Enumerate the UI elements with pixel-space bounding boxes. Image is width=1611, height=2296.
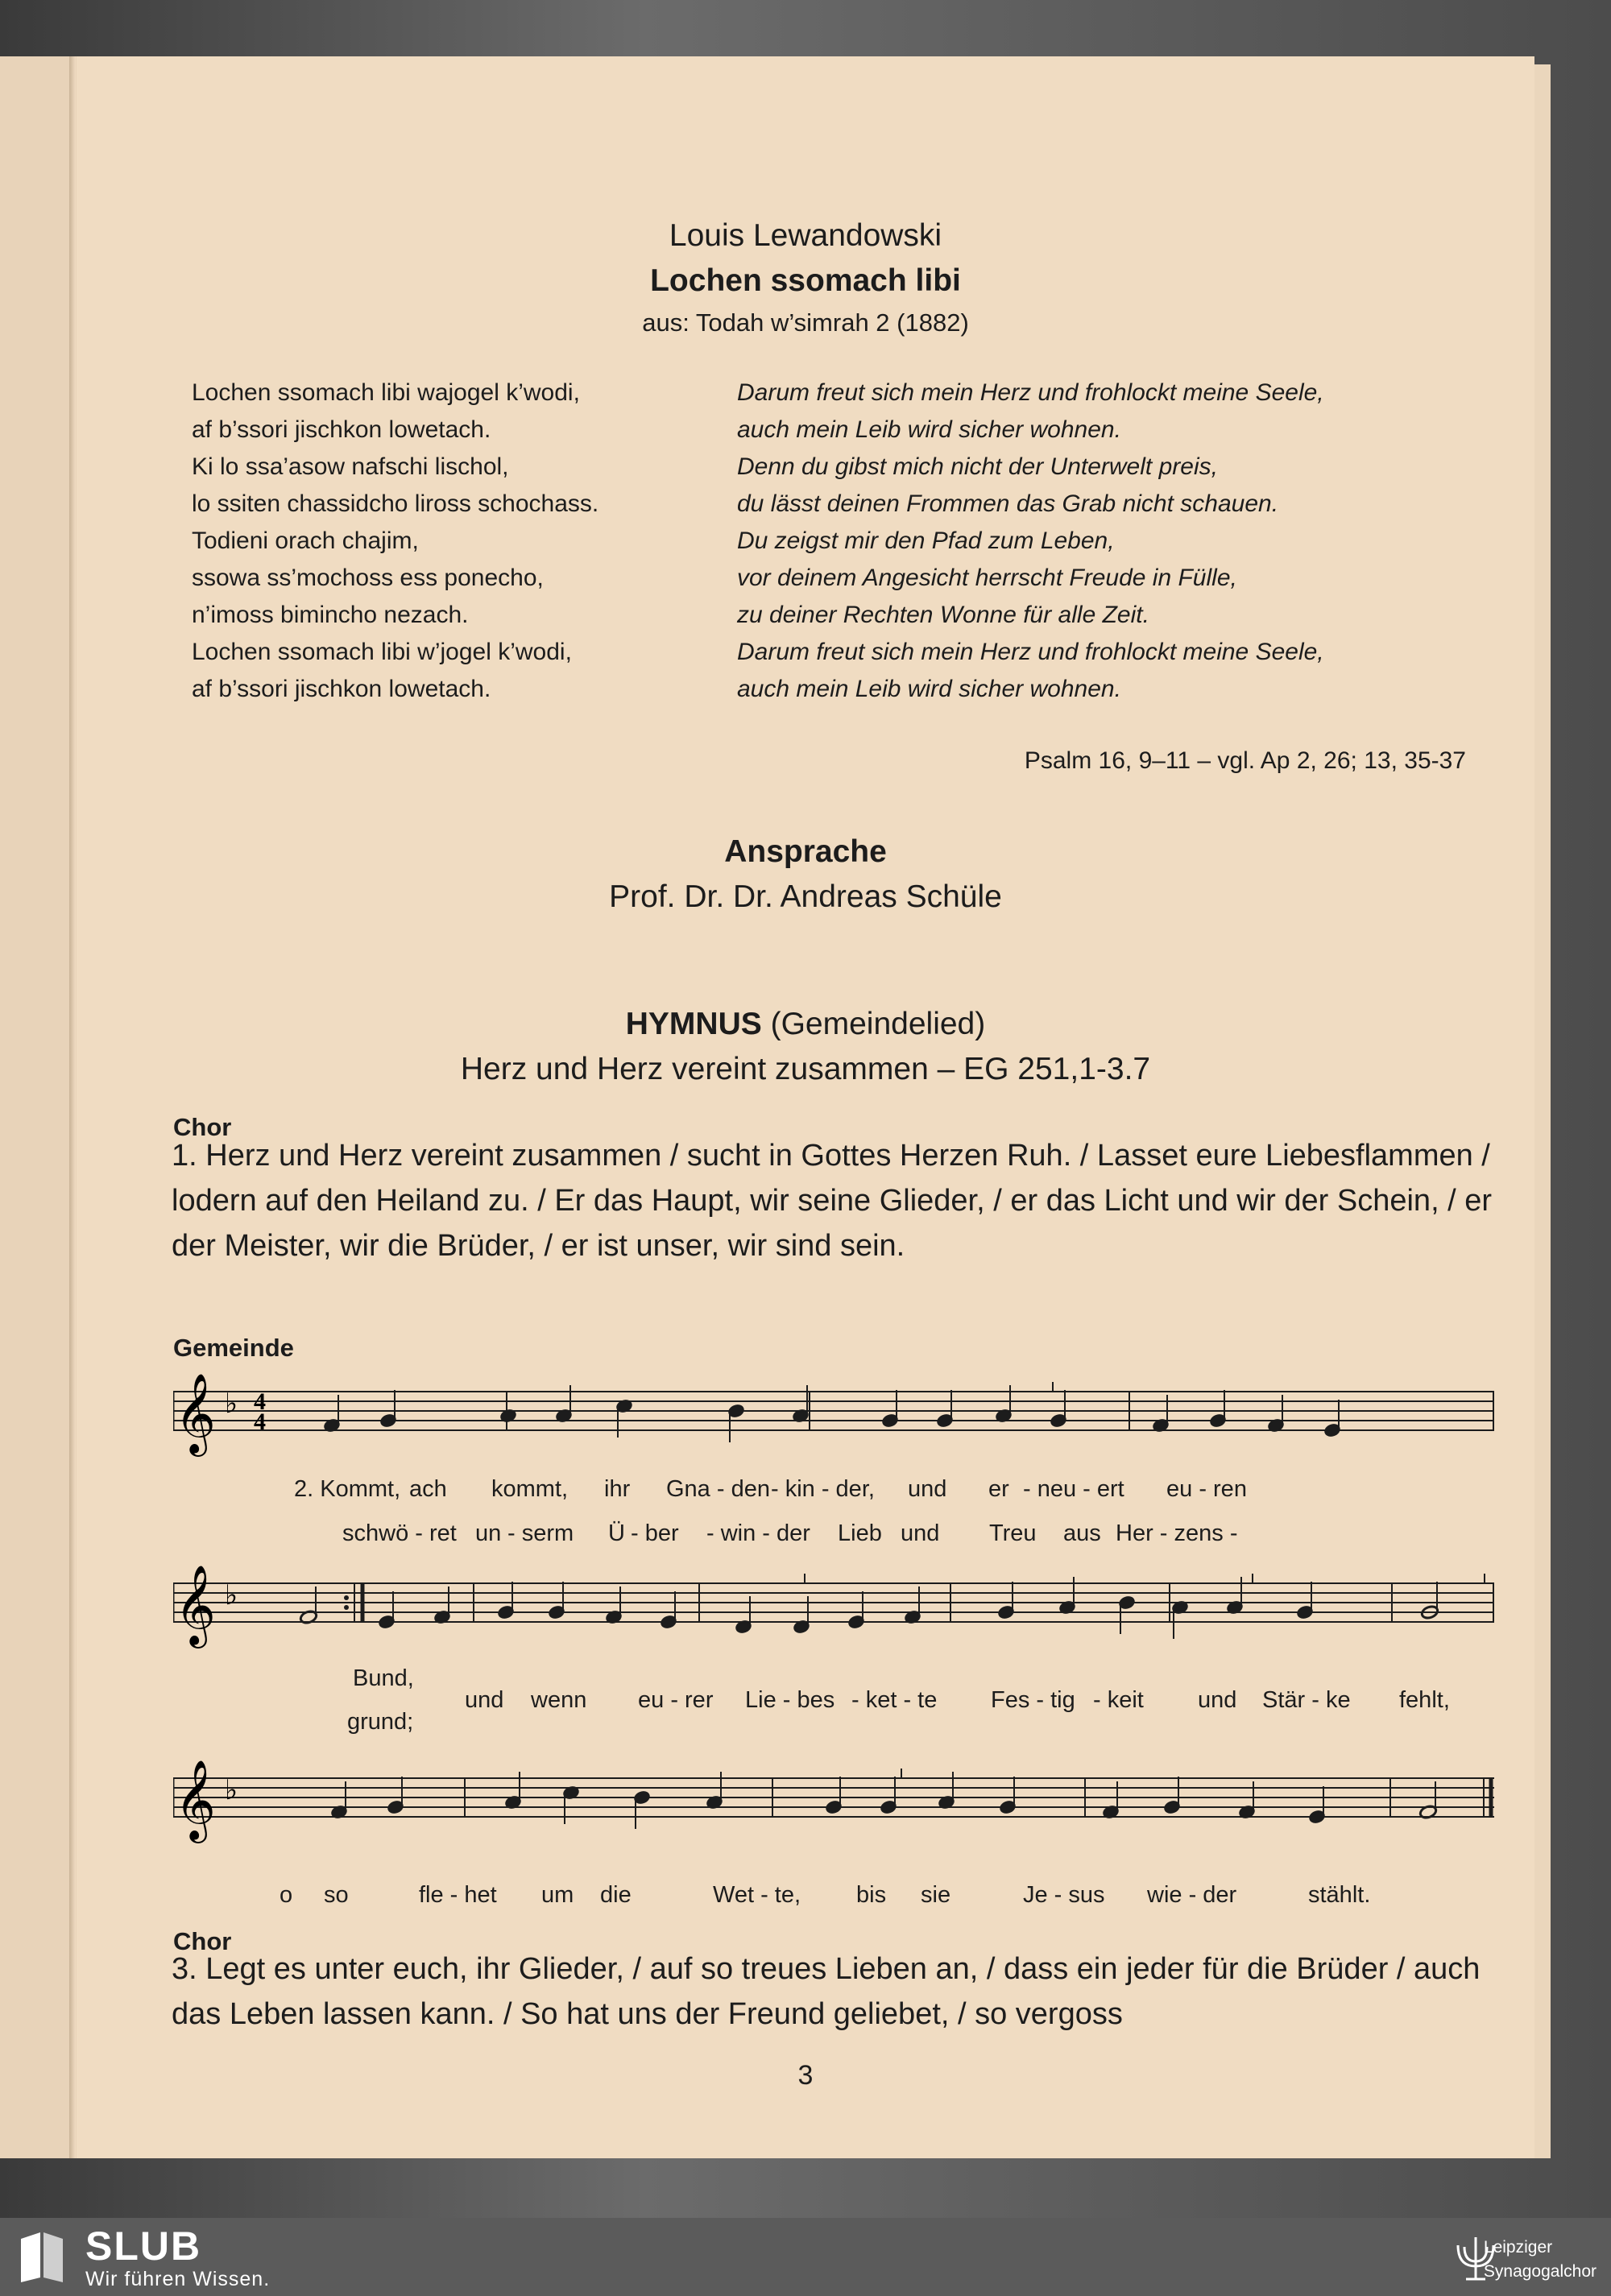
- hymn-subtitle: Herz und Herz vereint zusammen – EG 251,1-3.7: [460, 1052, 1151, 1086]
- ansprache-heading: Ansprache: [724, 834, 887, 869]
- german-line: du lässt deinen Frommen das Grab nicht schauen.: [737, 490, 1279, 517]
- treble-clef-icon: [175, 1565, 216, 1649]
- german-line: Du zeigst mir den Pfad zum Leben,: [737, 527, 1115, 554]
- treble-clef-icon: [175, 1760, 216, 1843]
- treble-clef-icon: [175, 1373, 216, 1457]
- page-fold: [69, 56, 76, 2158]
- german-line: zu deiner Rechten Wonne für alle Zeit.: [737, 602, 1149, 628]
- hebrew-transliteration: [192, 374, 598, 708]
- staff2-verse-alt-end: grund;: [347, 1709, 414, 1735]
- hymn-label: HYMNUS: [625, 1007, 762, 1041]
- page-number: 3: [797, 2060, 814, 2091]
- svg-text:4: 4: [254, 1388, 266, 1415]
- music-staff-1: [173, 1371, 1494, 1475]
- hymn-label-note: (Gemeindelied): [770, 1007, 986, 1041]
- hebrew-line: af b’ssori jischkon lowetach.: [192, 416, 491, 443]
- music-staff-3: [173, 1757, 1494, 1862]
- slub-book-icon: [16, 2228, 68, 2284]
- piece-source: aus: Todah w’simrah 2 (1882): [642, 308, 969, 337]
- flat-icon: [225, 1774, 238, 1806]
- german-line: Darum freut sich mein Herz und frohlockt meine Seele,: [737, 639, 1324, 665]
- flat-icon: [225, 1579, 238, 1611]
- hebrew-line: Ki lo ssa’asow nafschi lischol,: [192, 453, 509, 480]
- svg-text:4: 4: [254, 1409, 266, 1435]
- german-line: Denn du gibst mich nicht der Unterwelt preis,: [737, 453, 1218, 480]
- library-tagline: Wir führen Wissen.: [85, 2268, 271, 2290]
- hymn-heading: [77, 1007, 1534, 1042]
- german-line: auch mein Leib wird sicher wohnen.: [737, 676, 1121, 702]
- german-translation: [737, 374, 1324, 708]
- german-line: Darum freut sich mein Herz und frohlockt meine Seele,: [737, 379, 1324, 406]
- german-line: auch mein Leib wird sicher wohnen.: [737, 416, 1121, 443]
- piece-title: Lochen ssomach libi: [650, 263, 961, 298]
- document-page: Louis Lewandowski Lochen ssomach libi aus: Todah w’simrah 2 (1882) Lochen ssomach libi wajogel k’wodi, af b’ssori jischkon lowetach. Ki lo ssa’asow nafschi lischol, lo ssiten chassidcho liross schochass. Todieni orach chajim, ssowa ss’mochoss ess ponecho, n’imoss bimincho nezach. Lochen ssomach libi w’jogel k’wodi, af b’ssori jischkon lowetach. Darum freut sich mein Herz und frohlockt meine Seele, auch mein Leib wird sicher wohnen. Denn du gibst mich nicht der Unterwelt preis, du lässt deinen Frommen das Grab nicht schauen. Du zeigst mir den Pfad zum Leben, vor deinem Angesicht herrscht Freude in Fülle, zu deiner Rechten Wonne für alle Zeit. Darum freut sich mein Herz und frohlockt meine Seele, auch mein Leib wird sicher wohnen. Psalm 16, 9–11 – vgl. Ap 2, 26; 13, 35-37 Ansprache Prof. Dr. Dr. Andreas Schüle HYMNUS (Gemeindelied) Herz und Herz vereint zusammen – EG 251,1-3.7 Chor 1. Herz und Herz vereint zusammen / sucht in Gottes Herzen Ruh. / Lasset eure Liebesflammen / lodern auf den Heiland zu. / Er das Haupt, wir seine Glieder, / er das Licht und wir der Schein, / er der Meister, wir die Brüder, / er ist unser, wir sind sein. Gemeinde 𝄞 ♭ 4 4 2. Kommt, ach kommt, ihr Gna - den - kin - der, und er - neu - ert eu - ren schwö - ret un - serm Ü - ber - win - der Lieb und Treu aus Her - zens - 𝄞 ♭ Bund, grund; und wenn eu - rer Lie - bes - ket - te Fes - tig - keit und Stär - ke fehlt, 𝄞 ♭ o so fle - het um die Wet - te, bis sie Je - sus wie - der stählt. Chor 3. Legt es unter euch, ihr Glieder, / auf so treues Lieben an, / dass ein jeder für die Brüder / auch das Leben lassen kann. / So hat uns der Freund geliebet, / so vergoss 3: [77, 56, 1534, 2158]
- hebrew-line: ssowa ss’mochoss ess ponecho,: [192, 565, 544, 591]
- composer-name: Louis Lewandowski: [669, 218, 942, 253]
- svg-text:𝄞: 𝄞: [175, 1760, 216, 1840]
- time-signature: [254, 1388, 266, 1435]
- verse-1: 1. Herz und Herz vereint zusammen / sucht in Gottes Herzen Ruh. / Lasset eure Liebesflammen / lodern auf den Heiland zu. / Er das Haupt, wir seine Glieder, / er das Licht und wir der Schein, / er der Meister, wir die Brüder, / er ist unser, wir sind sein.: [172, 1139, 1493, 1263]
- hebrew-line: af b’ssori jischkon lowetach.: [192, 676, 491, 702]
- hebrew-line: Todieni orach chajim,: [192, 527, 419, 554]
- hebrew-line: Lochen ssomach libi wajogel k’wodi,: [192, 379, 580, 406]
- svg-text:𝄞: 𝄞: [175, 1373, 216, 1454]
- hebrew-line: Lochen ssomach libi w’jogel k’wodi,: [192, 639, 572, 665]
- choir-name: Leipziger Synagogalchor: [1483, 2238, 1597, 2281]
- german-line: vor deinem Angesicht herrscht Freude in Fülle,: [737, 565, 1237, 591]
- psalm-reference: Psalm 16, 9–11 – vgl. Ap 2, 26; 13, 35-37: [1024, 747, 1466, 774]
- verse-3: 3. Legt es unter euch, ihr Glieder, / auf so treues Lieben an, / dass ein jeder für die Brüder / auch das Leben lassen kann. / So hat uns der Freund geliebet, / so vergoss: [172, 1952, 1481, 2031]
- music-staff-2: [173, 1562, 1494, 1667]
- chor-label: Chor: [173, 1927, 232, 1955]
- staff2-verse2-end: Bund,: [353, 1665, 414, 1691]
- speaker-name: Prof. Dr. Dr. Andreas Schüle: [609, 879, 1002, 914]
- left-page-edge: [0, 56, 77, 2158]
- svg-text:♭: ♭: [225, 1579, 238, 1611]
- svg-text:♭: ♭: [225, 1774, 238, 1806]
- gemeinde-label: Gemeinde: [173, 1334, 294, 1362]
- hebrew-line: lo ssiten chassidcho liross schochass.: [192, 490, 599, 517]
- hebrew-line: n’imoss bimincho nezach.: [192, 602, 469, 628]
- svg-text:♭: ♭: [225, 1388, 238, 1420]
- svg-text:𝄞: 𝄞: [175, 1565, 216, 1645]
- flat-icon: [225, 1388, 238, 1420]
- library-name: SLUB: [85, 2224, 202, 2269]
- chor-label: Chor: [173, 1113, 232, 1141]
